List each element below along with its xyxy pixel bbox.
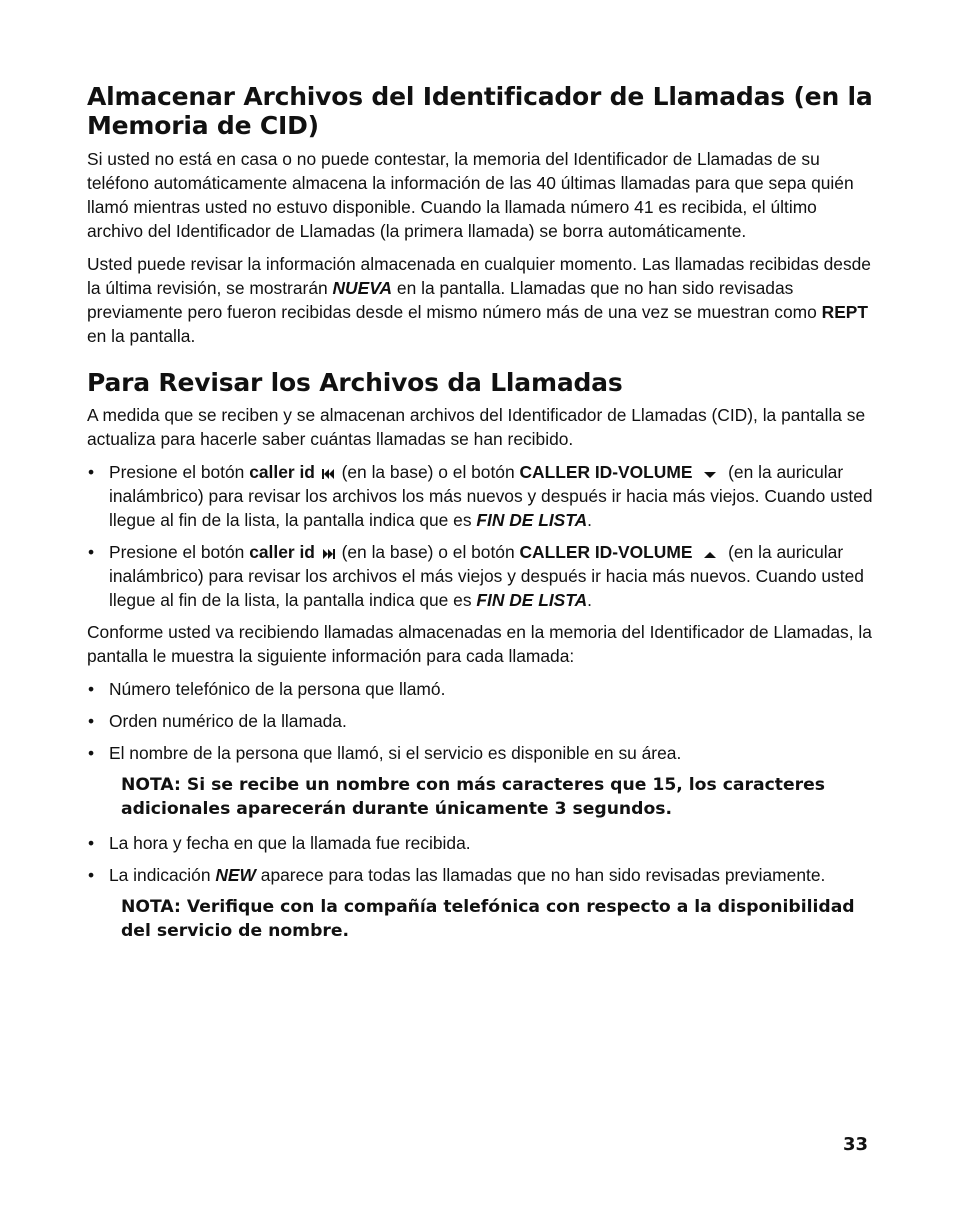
paragraph-memory: Si usted no está en casa o no puede contestar, la memoria del Identificador de Llamadas de su teléfono automáticamente almacena la información de las 40 últimas llamadas para que sepa quién llamó mientras usted no estuvo disponible. Cuando la llamada número 41 es recibida, el último archivo del Identificador de Llamadas (la primera llamada) se borra automáticamente.: [87, 149, 854, 241]
note-name-length: NOTA: Si se recibe un nombre con más caracteres que 15, los caracteres adicionales aparecerán durante únicamente 3 segundos.: [121, 775, 825, 819]
skip-forward-icon: [322, 548, 335, 560]
bullet-mark: •: [88, 711, 95, 731]
list-item: • Orden numérico de la llamada.: [88, 711, 347, 731]
new-label: NEW: [215, 865, 256, 885]
list-item: • La hora y fecha en que la llamada fue recibida.: [88, 833, 471, 853]
list-item: • Presione el botón caller id (en la base) o el botón CALLER ID-VOLUME (en la auricular inalámbrico) para revisar los archivos los más nuevos y después ir hacia más viejos. Cuando usted llegue al fin de la lista, la pantalla indica que es FIN DE LISTA.: [88, 462, 873, 530]
fin-de-lista-label: FIN DE LISTA: [476, 590, 588, 610]
note-name-service: NOTA: Verifique con la compañía telefónica con respecto a la disponibilidad del servicio de nombre.: [121, 897, 855, 941]
paragraph-intro: A medida que se reciben y se almacenan archivos del Identificador de Llamadas (CID), la pantalla se actualiza para hacerle saber cuántas llamadas se han recibido.: [87, 405, 866, 449]
bullet-mark: •: [88, 865, 95, 885]
info-list-continued: [87, 831, 877, 887]
paragraph-review: Usted puede revisar la información almacenada en cualquier momento. Las llamadas recibidas desde la última revisión, se mostrarán NUEVA en la pantalla. Llamadas que no han sido revisadas previamente pero fueron recibidas desde el mismo número más de una vez se muestran como REPT en la pantalla.: [87, 254, 871, 346]
bullet-mark: •: [88, 743, 95, 763]
paragraph-info: Conforme usted va recibiendo llamadas almacenadas en la memoria del Identificador de Llamadas, la pantalla le muestra la siguiente información para cada llamada:: [87, 622, 872, 666]
page-number: 33: [843, 1134, 869, 1155]
list-item: • Presione el botón caller id (en la base) o el botón CALLER ID-VOLUME (en la auricular inalámbrico) para revisar los archivos el más viejos y después ir hacia más nuevos. Cuando usted llegue al fin de la lista, la pantalla indica que es FIN DE LISTA.: [88, 542, 864, 610]
caller-id-key-label: caller id: [249, 462, 315, 482]
section-title-almacenar: Almacenar Archivos del Identificador de Llamadas (en la Memoria de CID): [87, 82, 873, 140]
arrow-up-icon: [703, 550, 717, 560]
bullet-mark: •: [88, 679, 95, 699]
section-title-revisar: Para Revisar los Archivos da Llamadas: [87, 368, 623, 397]
list-item: • El nombre de la persona que llamó, si el servicio es disponible en su área.: [88, 743, 682, 763]
page-content: [87, 82, 877, 953]
caller-id-volume-key-label: CALLER ID-VOLUME: [519, 542, 693, 562]
arrow-down-icon: [703, 470, 717, 480]
bullet-mark: •: [88, 462, 95, 482]
bullet-mark: •: [88, 833, 95, 853]
skip-back-icon: [322, 468, 335, 480]
fin-de-lista-label: FIN DE LISTA: [476, 510, 588, 530]
bullet-mark: •: [88, 542, 95, 562]
rept-label: REPT: [821, 302, 869, 322]
review-steps-list: [87, 460, 877, 612]
list-item: • Número telefónico de la persona que llamó.: [88, 679, 446, 699]
caller-id-key-label: caller id: [249, 542, 315, 562]
nueva-label: NUEVA: [332, 278, 393, 298]
list-item: • La indicación NEW aparece para todas las llamadas que no han sido revisadas previamente.: [88, 865, 826, 885]
caller-id-volume-key-label: CALLER ID-VOLUME: [519, 462, 693, 482]
info-list: [87, 677, 877, 765]
